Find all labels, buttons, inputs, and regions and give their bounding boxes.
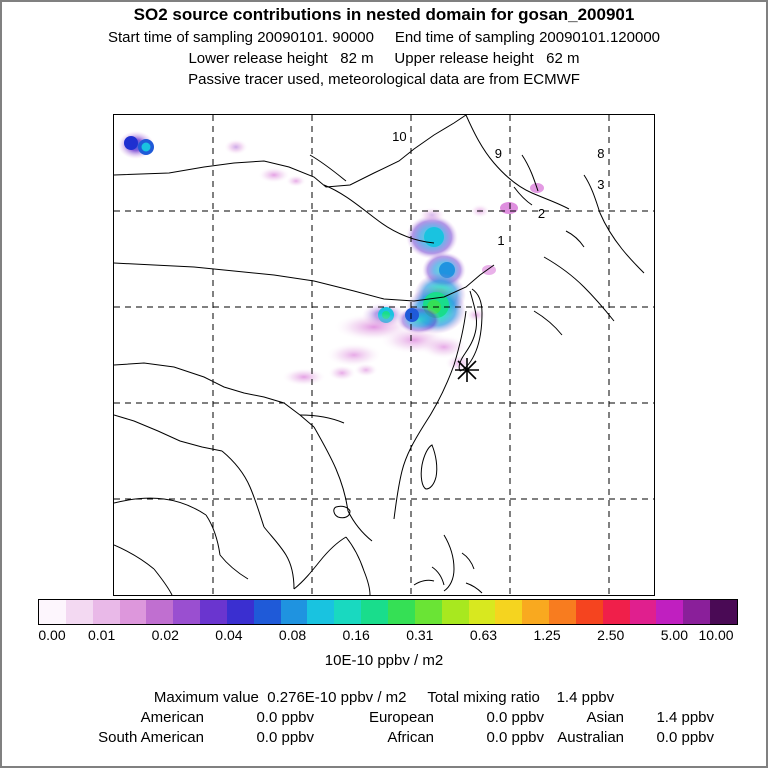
map-marker-2: 2 [537,206,546,222]
colorbar-tick-7: 0.63 [469,627,498,643]
summary-row-1 [0,709,768,726]
colorbar-swatch-14 [415,600,442,624]
tracer-note-label: Passive tracer used, meteorological data are from ECMWF [188,71,580,88]
receptor-marker [455,358,479,382]
colorbar-swatch-17 [495,600,522,624]
upper-release-label: Upper release height 62 m [394,50,580,67]
colorbar-swatch-19 [549,600,576,624]
page-title: SO2 source contributions in nested domain for gosan_200901 [133,5,635,24]
time-gap [374,29,395,46]
colorbar-tick-9: 2.50 [597,627,625,643]
region-african-label: African [387,729,434,746]
colorbar-tick-labels [0,627,768,645]
region-american-value: 0.0 ppbv [256,709,314,726]
colorbar-swatch-15 [442,600,469,624]
region-south-american-value: 0.0 ppbv [256,729,314,746]
region-african-value: 0.0 ppbv [486,729,544,746]
map-canvas [114,115,654,595]
colorbar-unit-label: 10E-10 ppbv / m2 [324,652,444,669]
colorbar-swatch-12 [361,600,388,624]
colorbar-tick-2: 0.02 [151,627,179,643]
map-gridlines [114,115,654,595]
region-european-label: European [368,709,434,726]
colorbar-swatch-18 [522,600,549,624]
summary-row-2 [0,729,768,746]
summary-row-totals [0,689,768,706]
colorbar-swatch-10 [307,600,334,624]
max-value-value: 0.276E-10 ppbv / m2 [267,689,407,706]
map-marker-3: 3 [597,177,605,193]
colorbar[interactable] [38,599,738,625]
colorbar-swatch-25 [710,600,737,624]
tracer-note-row [0,71,768,88]
chart-header [0,0,768,88]
region-asian-label: Asian [586,709,624,726]
map-marker-8: 8 [597,146,605,162]
end-time-label: End time of sampling 20090101.120000 [394,29,661,46]
colorbar-tick-6: 0.31 [406,627,434,643]
colorbar-swatch-0 [39,600,66,624]
sampling-time-row [0,29,768,46]
colorbar-swatch-5 [173,600,200,624]
release-height-row [0,50,768,67]
colorbar-swatch-21 [603,600,630,624]
colorbar-swatch-16 [469,600,496,624]
colorbar-swatch-13 [388,600,415,624]
map-marker-10: 10 [392,129,407,145]
colorbar-tick-1: 0.01 [88,627,116,643]
colorbar-swatch-3 [120,600,147,624]
colorbar-swatch-23 [656,600,683,624]
start-time-label: Start time of sampling 20090101. 90000 [107,29,374,46]
colorbar-tick-3: 0.04 [215,627,243,643]
colorbar-tick-11: 10.00 [698,627,734,643]
region-asian-value: 1.4 ppbv [656,709,714,726]
colorbar-swatch-2 [93,600,120,624]
region-american-label: American [140,709,204,726]
max-value-label: Maximum value [153,689,259,706]
colorbar-swatch-11 [334,600,361,624]
region-australian-label: Australian [557,729,624,746]
colorbar-tick-5: 0.16 [342,627,370,643]
colorbar-swatch-22 [630,600,657,624]
colorbar-tick-8: 1.25 [533,627,561,643]
colorbar-swatch-8 [254,600,281,624]
colorbar-swatch-4 [146,600,173,624]
colorbar-tick-4: 0.08 [278,627,307,643]
total-mixing-value: 1.4 ppbv [556,689,615,706]
lower-release-label: Lower release height 82 m [188,50,374,67]
region-australian-value: 0.0 ppbv [656,729,714,746]
colorbar-tick-10: 5.00 [660,627,688,643]
region-south-american-label: South American [98,729,204,746]
colorbar-tick-0: 0.00 [38,627,66,643]
colorbar-swatch-1 [66,600,93,624]
map-marker-9: 9 [494,146,502,162]
map-marker-1: 1 [497,232,505,248]
colorbar-swatch-6 [200,600,227,624]
colorbar-swatch-7 [227,600,254,624]
summary-footer [0,686,768,746]
total-mixing-label: Total mixing ratio [427,689,540,706]
map-panel[interactable] [113,114,655,596]
colorbar-swatch-20 [576,600,603,624]
colorbar-swatch-9 [281,600,308,624]
release-gap [374,50,395,67]
colorbar-swatch-24 [683,600,710,624]
region-european-value: 0.0 ppbv [486,709,544,726]
